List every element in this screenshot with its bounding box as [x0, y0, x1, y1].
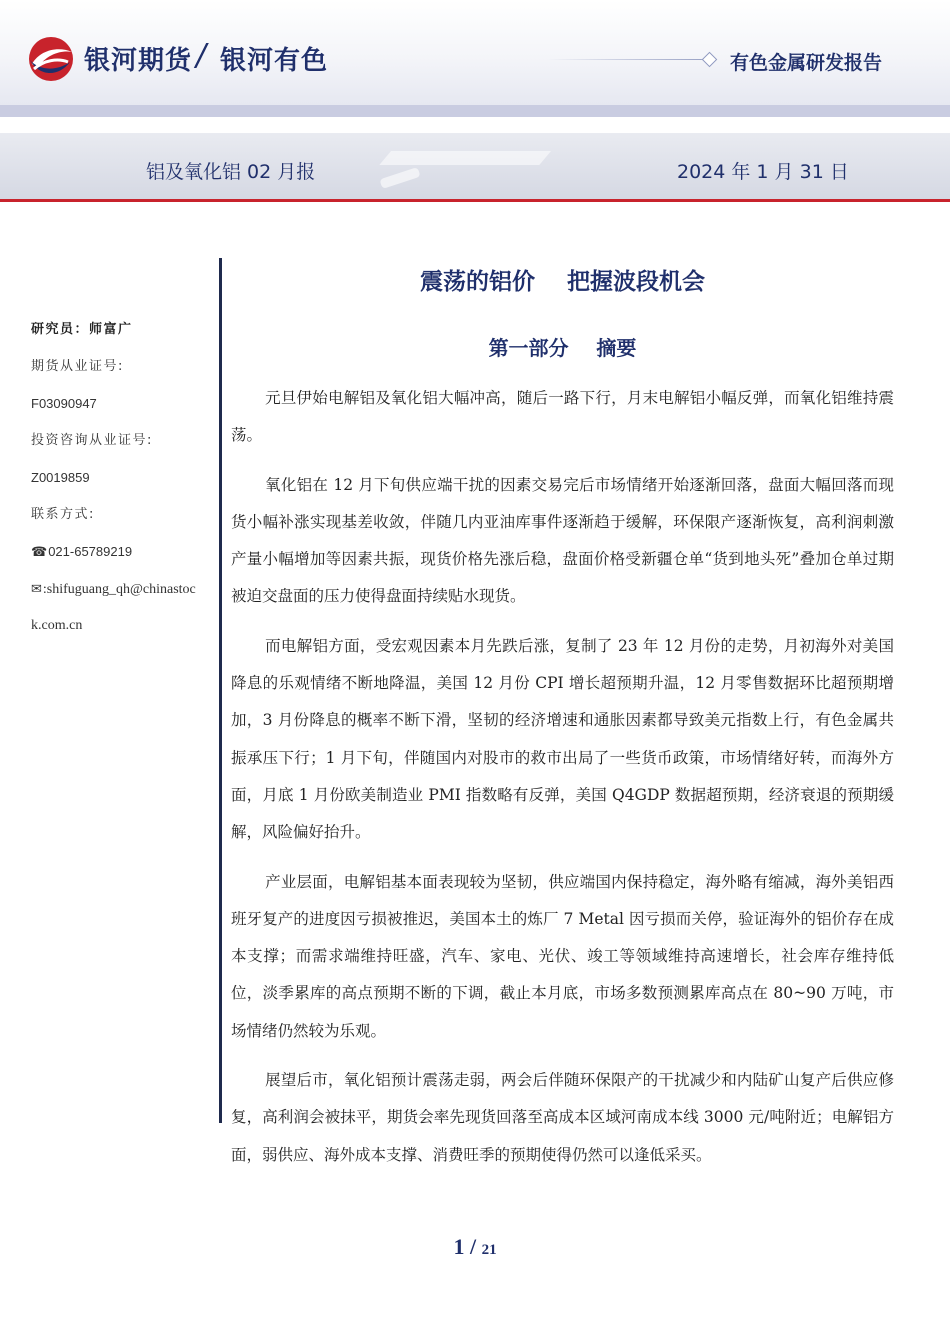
mail-icon: ✉	[31, 581, 42, 596]
phone-number: 021-65789219	[48, 544, 133, 559]
brand-name: 银河期货	[84, 46, 193, 76]
page-number	[0, 1234, 950, 1260]
researcher	[31, 318, 213, 355]
report-date: 2024 年 1 月 31 日	[677, 161, 849, 183]
section-title: 第一部分 摘要	[488, 336, 637, 360]
paragraph: 而电解铝方面，受宏观因素本月先跌后涨，复制了 23 年 12 月份的走势，月初海外对美国降息的乐观情绪不断地降温，美国 12 月份 CPI 增长超预期升温，12 月零售数据环比超预期增加，3 月份降息的概率不断下滑，坚韧的经济增速和通胀因素都导致美元指数上行，有色金属共振承压下行；1 月下旬，伴随国内对股市的救市出局了一些货币政策，市场情绪好转，而海外方面，月底 1 月份欧美制造业 PMI 指数略有反弹，美国 Q4GDP 数据超预期，经济衰退的预期缓解，风险偏好抬升。	[231, 636, 894, 842]
consult-cert-number: Z0019859	[31, 470, 90, 485]
paragraph: 元旦伊始电解铝及氧化铝大幅冲高，随后一路下行，月末电解铝小幅反弹，而氧化铝维持震荡。	[231, 389, 894, 445]
header-strip	[0, 105, 950, 117]
report-name: 铝及氧化铝 02 月报	[146, 161, 316, 183]
paragraph: 氧化铝在 12 月下旬供应端干扰的因素交易完后市场情绪开始逐渐回落，盘面大幅回落而现货小幅补涨实现基差收敛，伴随几内亚油库事件逐渐趋于缓解，环保限产逐渐恢复，高利润刺激产量小幅增加等因素共振，现货价格先涨后稳，盘面价格受新疆仓单“货到地头死”叠加仓单过期被迫交盘面的压力使得盘面持续贴水现货。	[231, 475, 894, 606]
page-current: 1	[453, 1234, 465, 1259]
galaxy-logo-icon	[28, 36, 74, 82]
report-type: 有色金属研发报告	[730, 52, 883, 74]
page-title: 震荡的铝价 把握波段机会	[419, 269, 706, 295]
futures-cert-label: 期货从业证号:	[31, 359, 124, 374]
email-address-part2[interactable]: k.com.cn	[31, 618, 83, 633]
report-body	[231, 260, 894, 1186]
brand-subname: 银河有色	[220, 46, 329, 76]
email[interactable]	[31, 577, 213, 614]
header-red-rule	[0, 199, 950, 202]
title-bar-decoration	[329, 151, 551, 199]
email-address-part1[interactable]: :shifuguang_qh@chinastoc	[42, 582, 196, 597]
paragraph: 展望后市，氧化铝预计震荡走弱，两会后伴随环保限产的干扰减少和内陆矿山复产后供应修复，高利润会被抹平，期货会率先现货回落至高成本区域河南成本线 3000 元/吨附近；电解铝方面，弱供应、海外成本支撑、消费旺季的预期使得仍然可以逢低采买。	[231, 1071, 894, 1164]
researcher-label: 研究员：	[31, 322, 90, 337]
page-total: 21	[481, 1242, 497, 1258]
futures-cert-number: F03090947	[31, 396, 97, 411]
sidebar-divider	[219, 258, 222, 1123]
phone-icon: ☎	[31, 544, 48, 559]
page-separator: /	[464, 1234, 482, 1259]
researcher-name: 师富广	[89, 322, 133, 337]
consult-cert-label: 投资咨询从业证号:	[31, 433, 153, 448]
header-divider-line	[548, 59, 704, 60]
brand-separator: /	[196, 38, 207, 73]
contact-label: 联系方式:	[31, 507, 95, 522]
phone	[31, 540, 213, 577]
paragraph: 产业层面，电解铝基本面表现较为坚韧，供应端国内保持稳定，海外略有缩减，海外美铝西班牙复产的进度因亏损被推迟，美国本土的炼厂 7 Metal 因亏损而关停，验证海外的铝价存在成本支撑；而需求端维持旺盛，汽车、家电、光伏、竣工等领域维持高速增长，社会库存维持低位，淡季累库的高点预期不断的下调，截止本月底，市场多数预测累库高点在 80~90 万吨，市场情绪仍然较为乐观。	[231, 872, 894, 1040]
author-sidebar	[31, 318, 213, 651]
